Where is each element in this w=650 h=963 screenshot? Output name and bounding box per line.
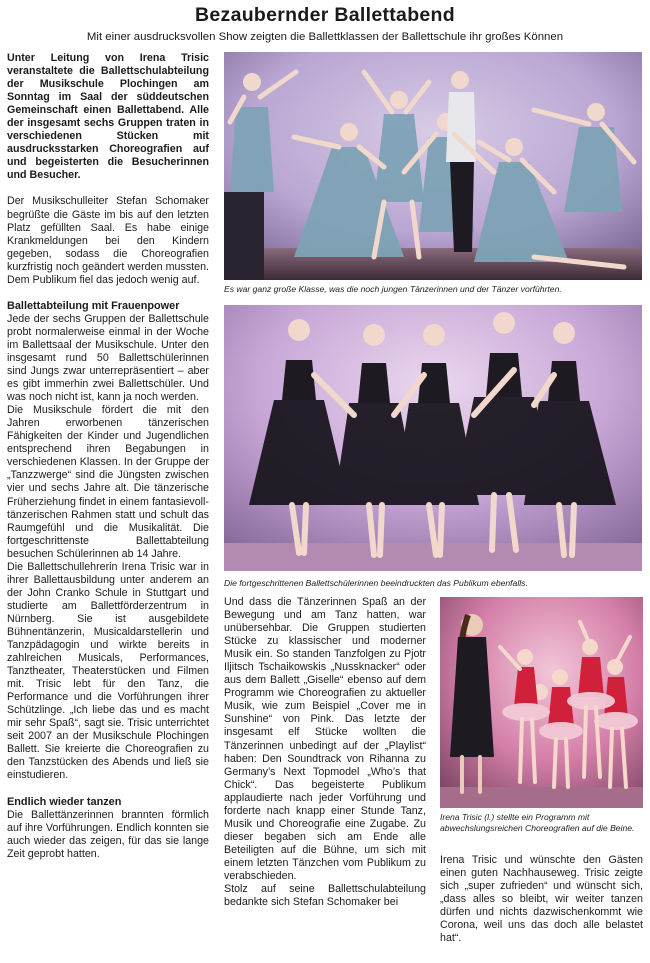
paragraph-dancers: Die Ballettänzerinnen brannten förmlich auf ihre Vorführungen. Endlich konnten sie auch wieder das zeigen, für das sie lange Zeit geprobt hatten. (7, 808, 209, 860)
paragraph-program: Und dass die Tänzerinnen Spaß an der Bewegung und am Tanz hatten, war unübersehbar. Die Gruppen studierten Stücke zu klassischer und moderner Musik ein. So standen Tanzfolgen zu Pjotr Iljitsch Tschaikowskis „Nussknacker“ oder aus dem Ballett „Giselle“ ebenso auf dem Programm wie Choreografien zu aktueller Musik, wie zum Beispiel „Cover me in Sunshine“ von Pink. Das letzte der insgesamt elf Stücke wollten die Tänzerinnen unbedingt auf der „Playlist“ haben: Den Soundtrack von Rihanna zu Germany’s Next Topmodel „Who’s that Chick“. Das begeisterte Publikum applaudierte nach jeder Vorführung und forderte nach knapp einer Stunde Tanz, Musik und Choreografie eine Zugabe. Zu dieser begaben sich am Ende alle Beteiligten auf die Bühne, um sich mit einem letzten Tänzchen vom Publikum zu verabschieden. (224, 596, 426, 882)
photo-advanced-dancers (224, 305, 642, 571)
photo-teacher-with-children (440, 597, 643, 808)
article-subline: Mit einer ausdrucksvollen Show zeigten die Ballettklassen der Ballettschule ihr großes Können (86, 31, 564, 43)
lead-paragraph: Unter Leitung von Irena Trisic veranstaltete die Ballettschulabteilung der Musikschule Plochingen am Sonntag im Saal der süddeutschen Gemeinschaft einen Ballettabend. Alle der insgesamt sechs Gruppen traten in verschiedenen Stücken mit ausdrucksstarken Choreografien auf und begeisterten die Besucherinnen und Besucher. (7, 52, 209, 182)
photo-teacher-caption: Irena Trisic (l.) stellte ein Programm mit abwechslungsreichen Choreografien auf die Beine. (440, 812, 635, 833)
left-column (7, 52, 209, 861)
photo-advanced-dancers-caption: Die fortgeschrittenen Ballettschülerinnen beeindruckten das Publikum ebenfalls. (224, 578, 528, 588)
right-column (440, 854, 643, 945)
paragraph-closing: Irena Trisic und wünschte den Gästen einen guten Nachhauseweg. Trisic zeigte sich „super zufrieden“ und wünscht sich, „dass alles so bleibt, wir weiter tanzen dürfen und nichts dazwischenkommt wie Corona, weil uns das doch alle belastet hat“. (440, 854, 643, 945)
paragraph-welcome: Der Musikschulleiter Stefan Schomaker begrüßte die Gäste im bis auf den letzten Platz gefüllten Saal. Es habe einige Krankmeldungen bei den Kindern gegeben, sodass die Choreografien kurzfristig noch geändert werden mussten. Dem Publikum fiel das jedoch wenig auf. (7, 195, 209, 286)
paragraph-musikschule: Die Musikschule fördert die mit den Jahren erworbenen tänzerischen Fähigkeiten der Kinder und Jugendlichen entsprechend ihren Begabungen in verschiedenen Klassen. In der Gruppe der „Tanzzwerge“ sind die Jüngsten zwischen vier und sechs Jahre alt. Die tänzerische Früherziehung findet in einem fantasievoll-tänzerischen Rahmen statt und schult das Raumgefühl und die Musikalität. Die fortgeschrittenste Ballettabteilung besuchen Schülerinnen ab 14 Jahre. (7, 404, 209, 560)
paragraph-groups: Jede der sechs Gruppen der Ballettschule probt normalerweise einmal in der Woche im Ballettsaal der Musikschule. Unter den insgesamt rund 50 Ballettschülerinnen sind Jungs zwar unterrepräsentiert – aber es gibt immerhin zwei Ballettschüler. Und was noch nicht ist, kann ja noch werden. (7, 312, 209, 404)
photo-teacher-with-children-image (440, 597, 643, 808)
paragraph-trisic: Die Ballettschullehrerin Irena Trisic war in ihrer Ballettausbildung unter anderem an der John Cranko Schule in Stuttgart und studierte am Ballettförderzentrum in Nürnberg. Sie ist ausgebildete Bühnentänzerin, Musicaldarstellerin und Tanzpädagogin und wirkte bereits in zahlreichen Musicals, Performances, Tanztheater, Theaterstücken und Filmen mit. Trisic lebt für den Tanz, die Performance und die Vorführungen ihrer Schützlinge. „Ich liebe das und es macht mir sehr Spaß“, sagt sie. Trisic unterrichtet seit 2007 an der Musikschule Plochingen Ballett. Sie kreierte die Choreografien zu den Tanzstücken des Abends und ließ sie einstudieren. (7, 560, 209, 782)
photo-young-dancers-image (224, 52, 642, 280)
middle-column (224, 596, 426, 909)
paragraph-thanks: Stolz auf seine Ballettschulabteilung bedankte sich Stefan Schomaker bei (224, 883, 426, 909)
article-headline: Bezaubernder Ballettabend (195, 4, 455, 26)
subheading-frauenpower: Ballettabteilung mit Frauenpower (7, 299, 180, 312)
photo-advanced-dancers-image (224, 305, 642, 571)
photo-young-dancers (224, 52, 642, 280)
subheading-tanzen: Endlich wieder tanzen (7, 795, 122, 808)
photo-young-dancers-caption: Es war ganz große Klasse, was die noch jungen Tänzerinnen und der Tänzer vorführten. (224, 284, 562, 294)
